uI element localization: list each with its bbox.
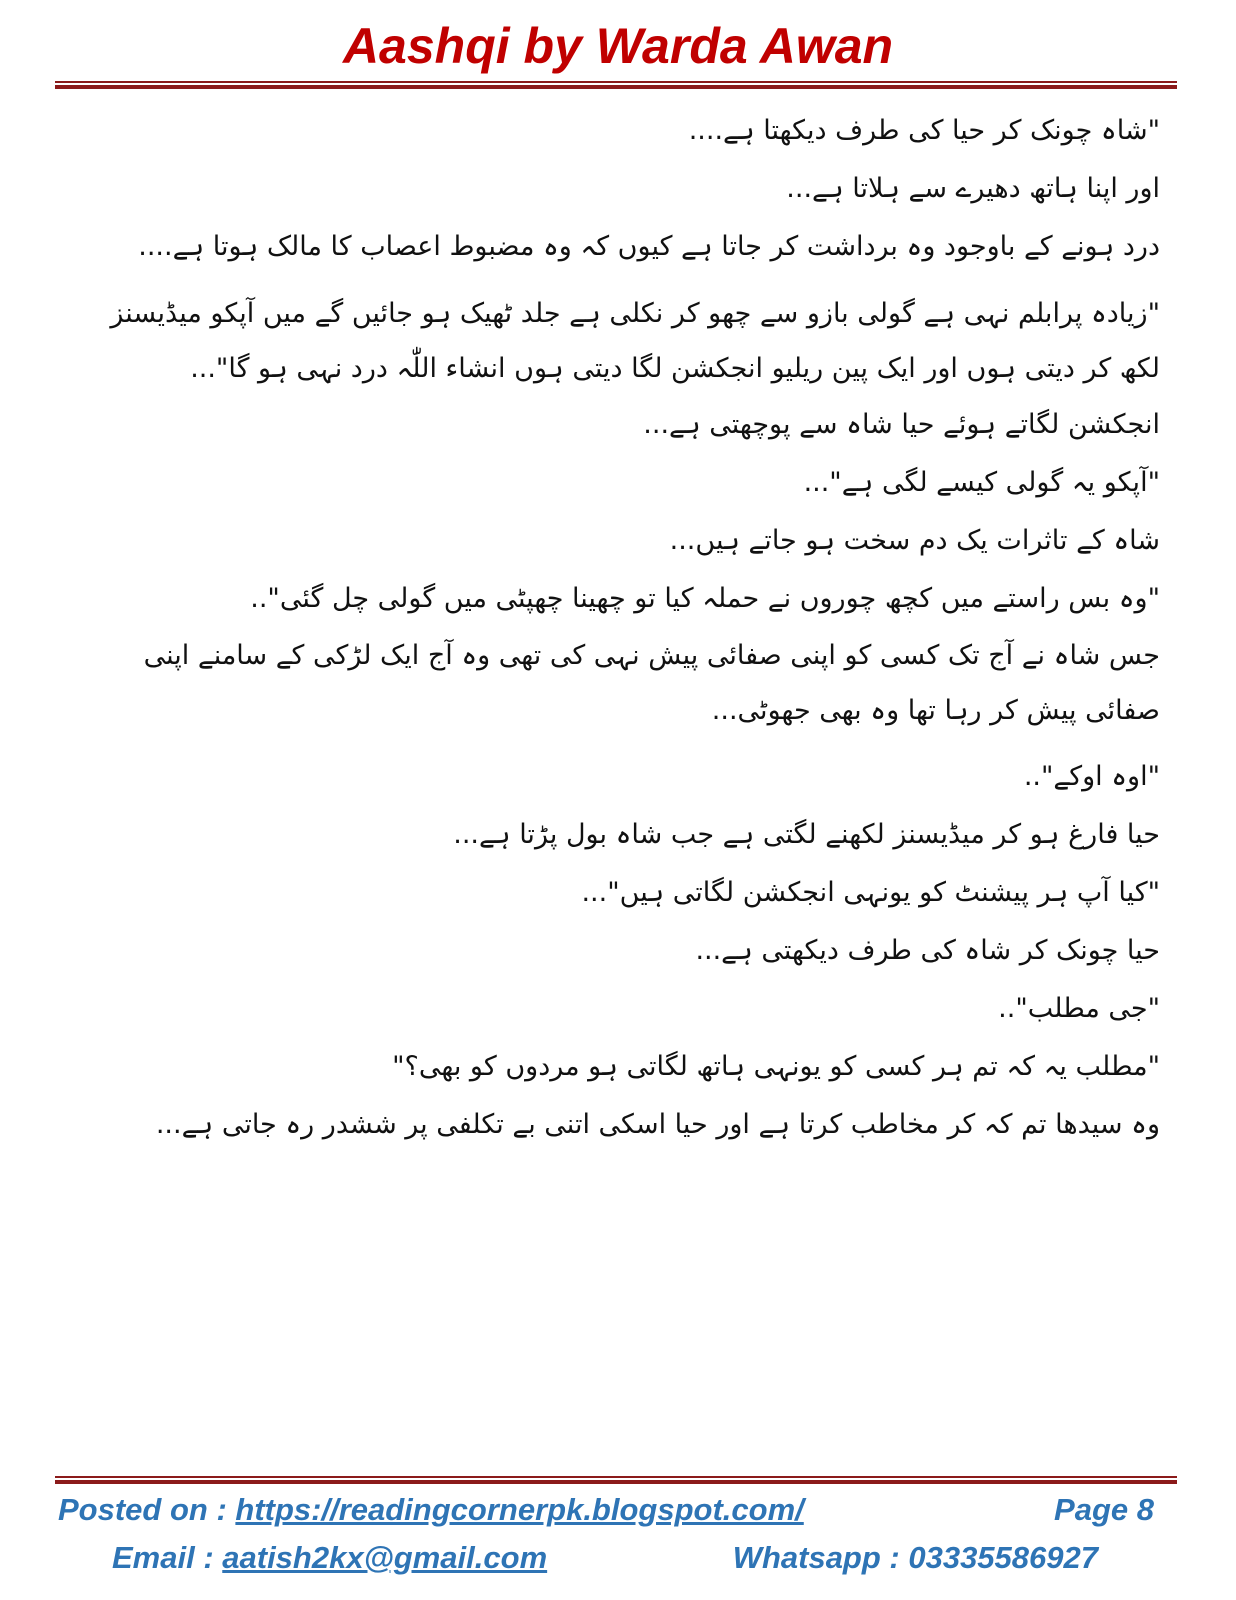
paragraph: اور اپنا ہاتھ دھیرے سے ہلاتا ہے... xyxy=(786,173,1160,204)
paragraph: "کیا آپ ہر پیشنٹ کو یونہی انجکشن لگاتی ہیں"... xyxy=(581,877,1160,908)
blog-link[interactable]: https://readingcornerpk.blogspot.com/ xyxy=(235,1492,804,1527)
paragraph: جس شاہ نے آج تک کسی کو اپنی صفائی پیش نہی کی تھی وہ آج ایک لڑکی کے سامنے اپنی صفائی پیش کر رہا تھا وہ بھی جھوٹی... xyxy=(143,640,1160,726)
footer-row-posted xyxy=(0,1492,1236,1534)
paragraph: "زیادہ پرابلم نہی ہے گولی بازو سے چھو کر نکلی ہے جلد ٹھیک ہو جائیں گے میں آپکو میڈیسنز لکھ کر دیتی ہوں اور ایک پین ریلیو انجکشن لگا دیتی ہوں انشاء اللّٰہ درد نہی ہو گا"... xyxy=(110,298,1160,384)
document-title: Aashqi by Warda Awan xyxy=(342,18,894,74)
page-number: Page 8 xyxy=(1054,1492,1154,1527)
footer-row-contact xyxy=(0,1540,1236,1582)
paragraph: "جی مطلب".. xyxy=(998,993,1160,1024)
posted-on xyxy=(58,1492,804,1528)
paragraph: حیا فارغ ہو کر میڈیسنز لکھنے لگتی ہے جب شاہ بول پڑتا ہے... xyxy=(453,819,1160,850)
email xyxy=(112,1540,547,1576)
email-label: Email : xyxy=(112,1540,223,1575)
paragraph: شاہ کے تاثرات یک دم سخت ہو جاتے ہیں... xyxy=(669,525,1160,556)
paragraph: "اوہ اوکے".. xyxy=(1023,761,1160,792)
whatsapp-number: Whatsapp : 03335586927 xyxy=(732,1540,1098,1575)
paragraph: "مطلب یہ کہ تم ہر کسی کو یونہی ہاتھ لگاتی ہو مردوں کو بھی؟" xyxy=(392,1051,1160,1082)
paragraph: درد ہونے کے باوجود وہ برداشت کر جاتا ہے کیوں کہ وہ مضبوط اعصاب کا مالک ہوتا ہے.... xyxy=(138,231,1160,262)
footer-divider xyxy=(55,1476,1177,1484)
email-link[interactable]: aatish2kx@gmail.com xyxy=(222,1540,548,1575)
paragraph: "وہ بس راستے میں کچھ چوروں نے حملہ کیا تو چھینا چھپٹی میں گولی چل گئی".. xyxy=(250,583,1160,614)
header-divider xyxy=(55,81,1177,89)
paragraph: "آپکو یہ گولی کیسے لگی ہے"... xyxy=(803,467,1160,498)
posted-on-label: Posted on : xyxy=(58,1492,236,1527)
paragraph: حیا چونک کر شاہ کی طرف دیکھتی ہے... xyxy=(695,935,1160,966)
paragraph: "شاہ چونک کر حیا کی طرف دیکھتا ہے.... xyxy=(688,115,1160,146)
story-body xyxy=(80,102,1160,1154)
paragraph: انجکشن لگاتے ہوئے حیا شاہ سے پوچھتی ہے... xyxy=(643,409,1160,440)
paragraph: وہ سیدھا تم کہ کر مخاطب کرتا ہے اور حیا اسکی اتنی بے تکلفی پر ششدر رہ جاتی ہے... xyxy=(155,1109,1160,1140)
